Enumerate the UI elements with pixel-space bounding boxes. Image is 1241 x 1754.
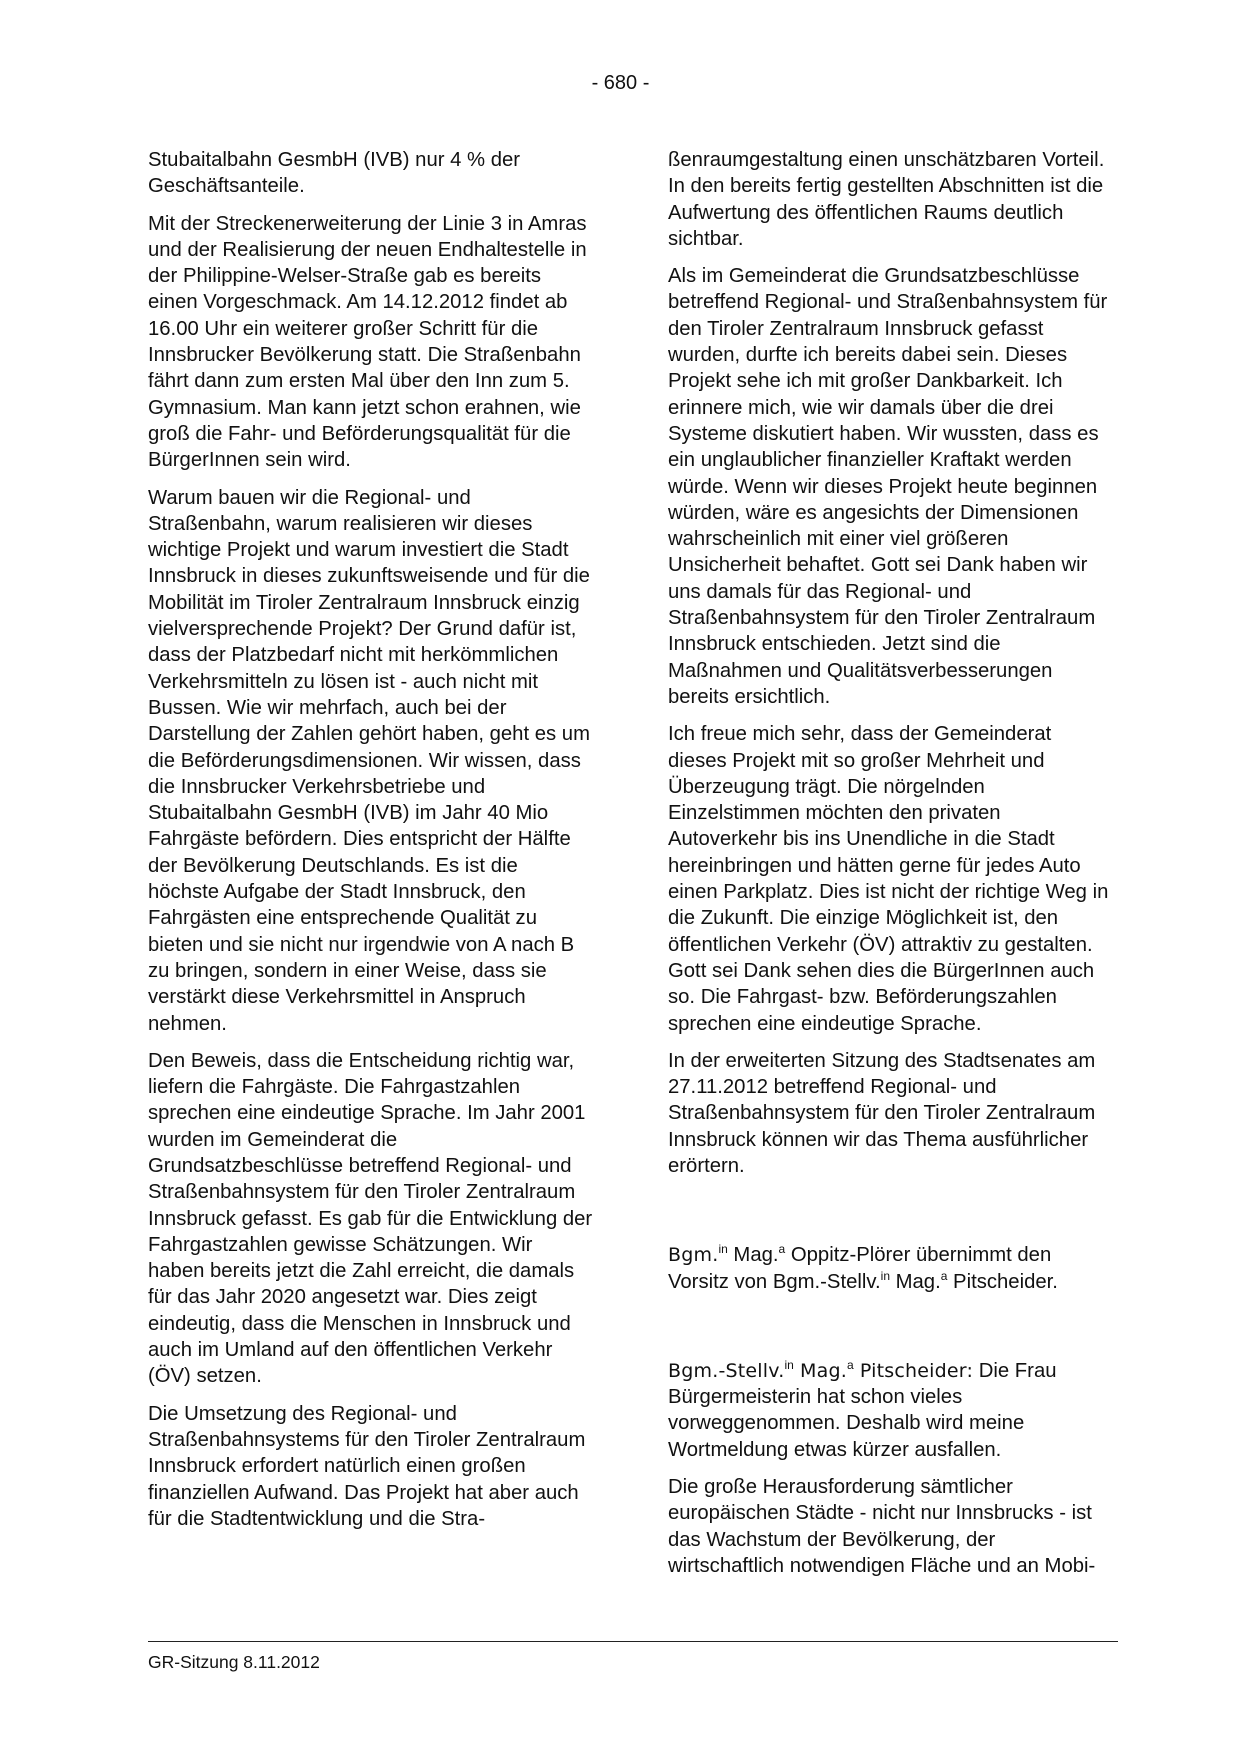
paragraph: Den Beweis, dass die Entscheidung richtig war, liefern die Fahrgäste. Die Fahrgastzahlen sprechen eine eindeutige Sprache. Im Jahr 2001 wurden im Gemeinderat die Grundsatzbeschlüsse betreffend Regional- und Straßenbahnsystem für den Tiroler Zentralraum Innsbruck gefasst. Es gab für die Entwicklung der Fahrgastzahlen gewisse Schätzungen. Wir haben bereits jetzt die Zahl erreicht, die damals für das Jahr 2020 angesetzt war. Dies zeigt eindeutig, dass die Menschen in Innsbruck und auch im Umland auf den öffentlichen Verkehr (ÖV) setzen. xyxy=(148,1049,593,1388)
footer-session-label: GR-Sitzung 8.11.2012 xyxy=(148,1652,320,1672)
page-number: - 680 - xyxy=(591,72,650,94)
paragraph: ßenraumgestaltung einen unschätzbaren Vorteil. In den bereits fertig gestellten Abschnitten ist die Aufwertung des öffentlichen Raums deutlich sichtbar. xyxy=(668,149,1105,250)
paragraph: Ich freue mich sehr, dass der Gemeinderat dieses Projekt mit so großer Mehrheit und Überzeugung trägt. Die nörgelnden Einzelstimmen möchten den privaten Autoverkehr bis ins Unendliche in die Stadt hereinbringen und hätten gerne für jedes Auto einen Parkplatz. Dies ist nicht der richtige Weg in die Zukunft. Die einzige Möglichkeit ist, den öffentlichen Verkehr (ÖV) attraktiv zu gestalten. Gott sei Dank sehen dies die BürgerInnen auch so. Die Fahrgast- bzw. Beförderungszahlen sprechen eine eindeutige Sprache. xyxy=(668,723,1109,1035)
notice-text: Bgm. xyxy=(668,1244,719,1267)
paragraph: Die große Herausforderung sämtlicher europäischen Städte - nicht nur Innsbrucks - ist das Wachstum der Bevölkerung, der wirtschaftlich notwendigen Fläche und an Mobi- xyxy=(668,1476,1096,1577)
notice-text: Oppitz-Plörer übernimmt den Vorsitz von Bgm.-Stellv. xyxy=(668,1244,1052,1293)
notice-text: Mag. xyxy=(890,1270,941,1293)
speaker-name: Pitscheider: xyxy=(853,1359,974,1382)
paragraph: Warum bauen wir die Regional- und Straßenbahn, warum realisieren wir dieses wichtige Projekt und warum investiert die Stadt Innsbruck in dieses zukunftsweisende und für die Mobilität im Tiroler Zentralraum Innsbruck einzig vielversprechende Projekt? Der Grund dafür ist, dass der Platzbedarf nicht mit herkömmlichen Verkehrsmitteln zu lösen ist - auch nicht mit Bussen. Wie wir mehrfach, auch bei der Darstellung der Zahlen gehört haben, geht es um die Beförderungsdimensionen. Wir wissen, dass die Innsbrucker Verkehrsbetriebe und Stubaitalbahn GesmbH (IVB) im Jahr 40 Mio Fahrgäste befördern. Dies entspricht der Hälfte der Bevölkerung Deutschlands. Es ist die höchste Aufgabe der Stadt Innsbruck, den Fahrgästen eine entsprechende Qualität zu bieten und sie nicht nur irgendwie von A nach B zu bringen, sondern in einer Weise, dass sie verstärkt diese Verkehrsmittel in Anspruch nehmen. xyxy=(148,486,590,1035)
superscript: in xyxy=(784,1358,794,1373)
paragraph: Die Umsetzung des Regional- und Straßenbahnsystems für den Tiroler Zentralraum Innsbruck erfordert natürlich einen großen finanziellen Aufwand. Das Projekt hat aber auch für die Stadtentwicklung und die Stra- xyxy=(148,1402,586,1530)
left-column xyxy=(148,147,593,1543)
speech-paragraph xyxy=(668,1358,1113,1463)
superscript: a xyxy=(778,1242,786,1257)
paragraph: In der erweiterten Sitzung des Stadtsenates am 27.11.2012 betreffend Regional- und Straßenbahnsystem für den Tiroler Zentralraum Innsbruck können wir das Thema ausführlicher erörtern. xyxy=(668,1049,1096,1177)
superscript: in xyxy=(718,1242,728,1257)
footer-divider xyxy=(148,1641,1118,1642)
right-column xyxy=(668,147,1113,1590)
notice-text: Mag. xyxy=(727,1244,779,1267)
speech-text: Die Frau Bürgermeisterin hat schon vieles vorweggenommen. Deshalb wird meine Wortmeldung etwas kürzer ausfallen. xyxy=(668,1359,1057,1461)
chair-change-notice xyxy=(668,1242,1113,1295)
speaker-name: Bgm.-Stellv. xyxy=(668,1359,785,1382)
paragraph: Als im Gemeinderat die Grundsatzbeschlüsse betreffend Regional- und Straßenbahnsystem für den Tiroler Zentralraum Innsbruck gefasst wurden, durfte ich bereits dabei sein. Dieses Projekt sehe ich mit großer Dankbarkeit. Ich erinnere mich, wie wir damals über die drei Systeme diskutiert haben. Wir wussten, dass es ein unglaublicher finanzieller Kraftakt werden würde. Wenn wir dieses Projekt heute beginnen würden, wäre es angesichts der Dimensionen wahrscheinlich mit einer viel größeren Unsicherheit behaftet. Gott sei Dank haben wir uns damals für das Regional- und Straßenbahnsystem für den Tiroler Zentralraum Innsbruck entschieden. Jetzt sind die Maßnahmen und Qualitätsverbesserungen bereits ersichtlich. xyxy=(668,265,1108,708)
paragraph: Mit der Streckenerweiterung der Linie 3 in Amras und der Realisierung der neuen Endhaltestelle in der Philippine-Welser-Straße gab es bereits einen Vorgeschmack. Am 14.12.2012 findet ab 16.00 Uhr ein weiterer großer Schritt für die Innsbrucker Bevölkerung statt. Die Straßenbahn fährt dann zum ersten Mal über den Inn zum 5. Gymnasium. Man kann jetzt schon erahnen, wie groß die Fahr- und Beförderungsqualität für die BürgerInnen sein wird. xyxy=(148,212,587,472)
notice-text: Pitscheider. xyxy=(947,1270,1058,1293)
superscript: a xyxy=(847,1358,854,1373)
spacer xyxy=(668,1306,1113,1358)
superscript: in xyxy=(880,1268,890,1283)
paragraph: Stubaitalbahn GesmbH (IVB) nur 4 % der Geschäftsanteile. xyxy=(148,149,521,198)
speaker-name: Mag. xyxy=(793,1359,847,1382)
spacer xyxy=(668,1190,1113,1242)
superscript: a xyxy=(940,1268,948,1283)
